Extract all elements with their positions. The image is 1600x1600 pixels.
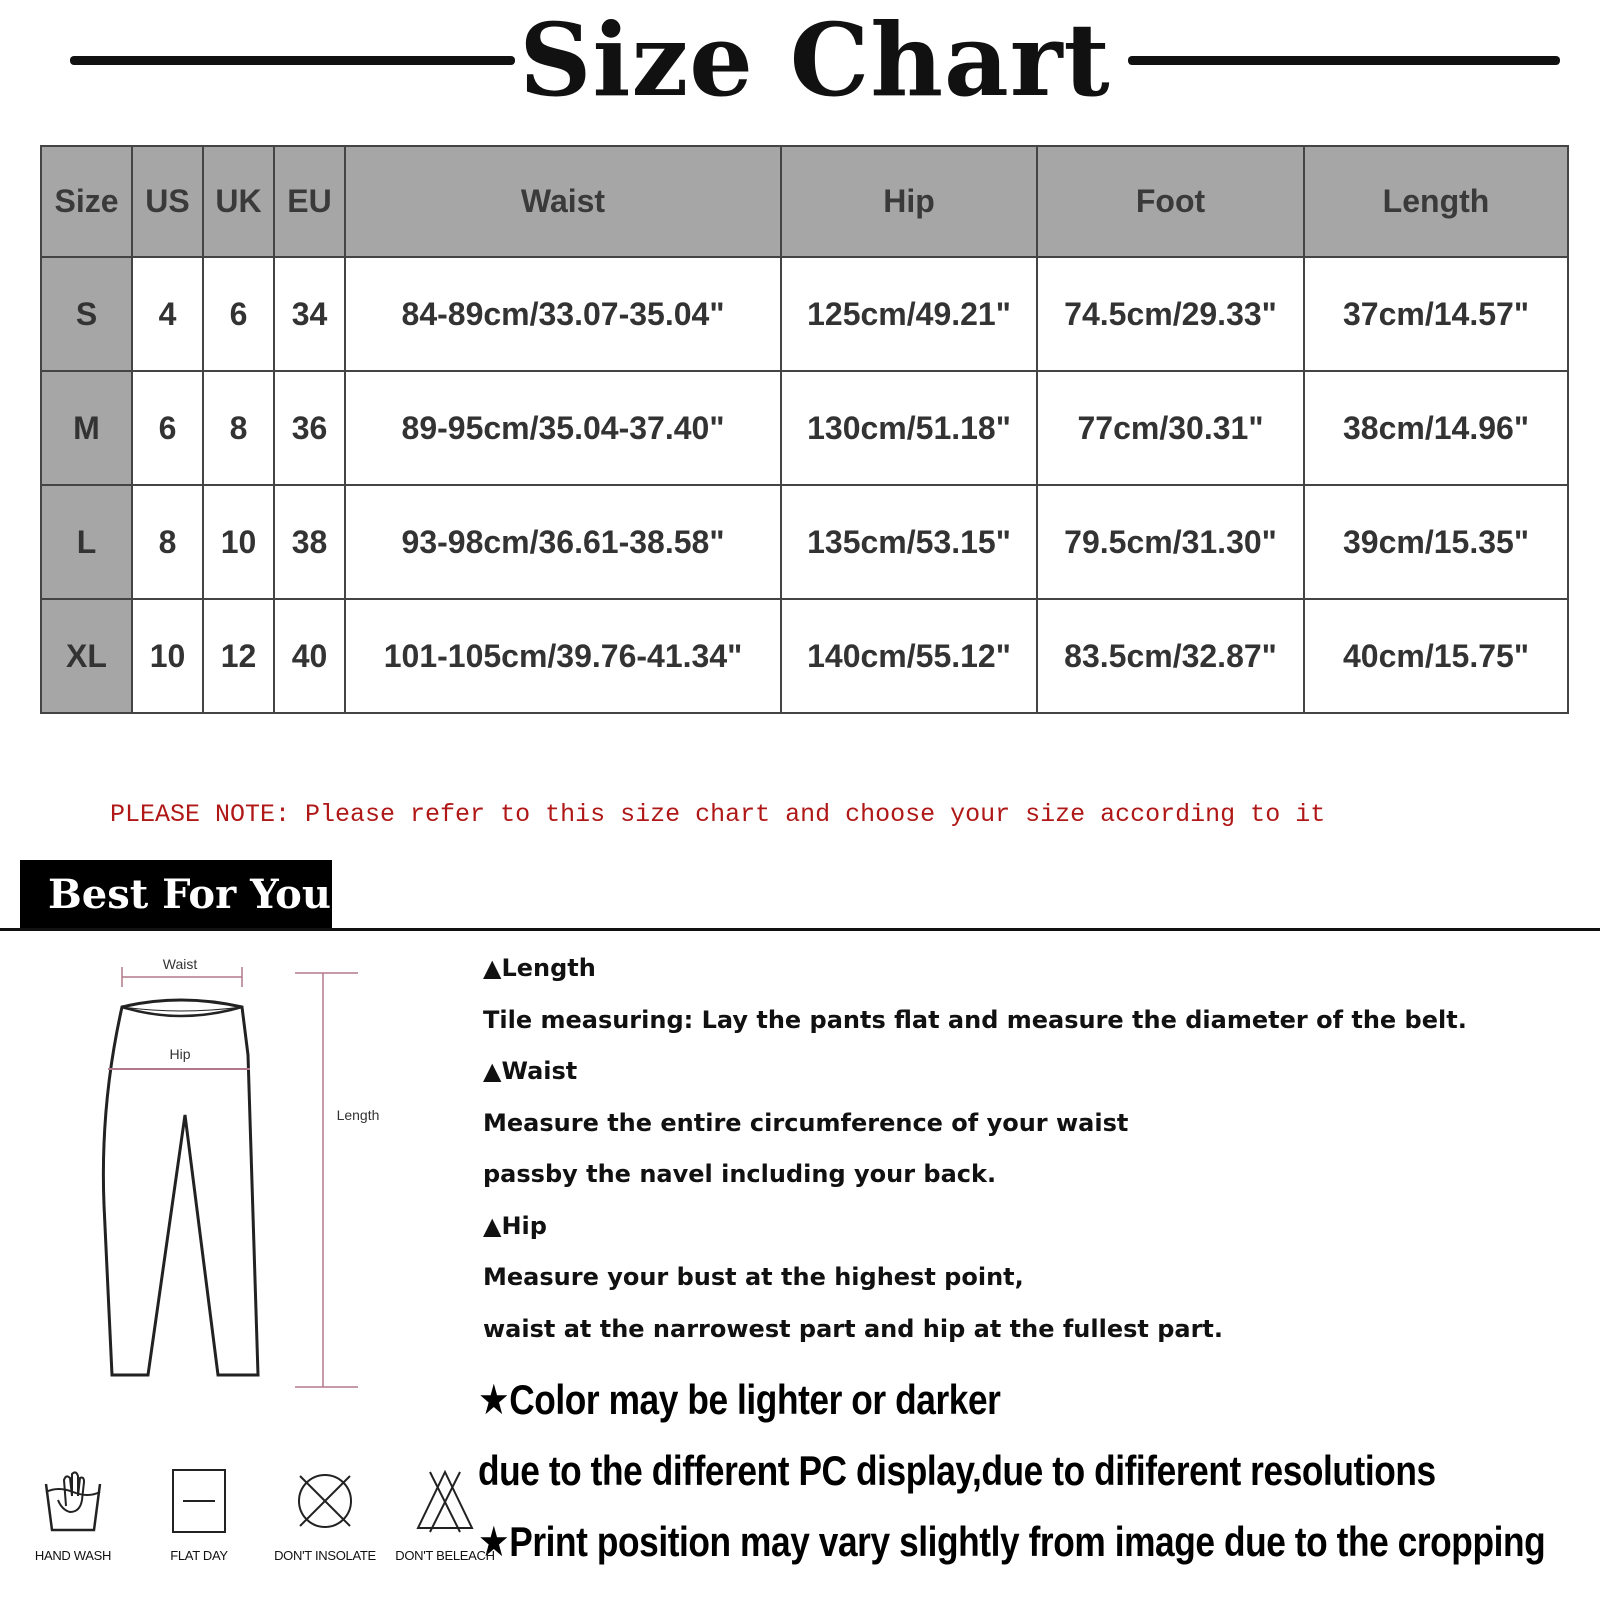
size-cell: S xyxy=(41,257,132,371)
table-cell: 140cm/55.12" xyxy=(781,599,1037,713)
instruction-line: passby the navel including your back. xyxy=(483,1160,997,1188)
dont-bleach-icon xyxy=(410,1466,480,1536)
table-cell: 84-89cm/33.07-35.04" xyxy=(345,257,781,371)
table-cell: 4 xyxy=(132,257,203,371)
instruction-line: ▲Length xyxy=(483,954,596,982)
table-cell: 101-105cm/39.76-41.34" xyxy=(345,599,781,713)
section-divider xyxy=(0,928,1600,931)
table-cell: 83.5cm/32.87" xyxy=(1037,599,1304,713)
measurement-instructions xyxy=(483,948,1583,1360)
disclaimer-line: ★Print position may vary slightly from image due to the cropping xyxy=(478,1518,1546,1565)
dont-tumble-dry-icon xyxy=(290,1466,360,1536)
disclaimer-line: ★Color may be lighter or darker xyxy=(478,1376,1001,1423)
instruction-line: Measure your bust at the highest point, xyxy=(483,1263,1024,1291)
instruction-line: ▲Hip xyxy=(483,1211,547,1240)
instruction-line: Measure the entire circumference of your waist xyxy=(483,1108,1129,1137)
column-header: Length xyxy=(1304,146,1568,257)
table-cell: 12 xyxy=(203,599,274,713)
size-cell: M xyxy=(41,371,132,485)
table-cell: 37cm/14.57" xyxy=(1304,257,1568,371)
care-item-hand-wash xyxy=(18,1466,128,1563)
page-title: Size Chart xyxy=(519,1,1111,119)
care-label: DON'T BELEACH xyxy=(395,1548,495,1563)
table-row xyxy=(41,371,1568,485)
hip-label: Hip xyxy=(169,1046,191,1062)
table-cell: 8 xyxy=(132,485,203,599)
disclaimer-block xyxy=(478,1370,1588,1583)
column-header: UK xyxy=(203,146,274,257)
table-cell: 10 xyxy=(132,599,203,713)
hand-wash-icon xyxy=(38,1466,108,1536)
size-cell: XL xyxy=(41,599,132,713)
table-cell: 74.5cm/29.33" xyxy=(1037,257,1304,371)
table-cell: 6 xyxy=(132,371,203,485)
table-cell: 34 xyxy=(274,257,345,371)
column-header: Size xyxy=(41,146,132,257)
table-cell: 40 xyxy=(274,599,345,713)
table-row xyxy=(41,257,1568,371)
column-header: Foot xyxy=(1037,146,1304,257)
title-rule-right xyxy=(1128,56,1560,65)
table-cell: 8 xyxy=(203,371,274,485)
table-row xyxy=(41,599,1568,713)
size-cell: L xyxy=(41,485,132,599)
care-label: HAND WASH xyxy=(34,1548,112,1563)
table-cell: 93-98cm/36.61-38.58" xyxy=(345,485,781,599)
column-header: EU xyxy=(274,146,345,257)
care-item-flat-dry xyxy=(144,1466,254,1563)
size-table xyxy=(40,145,1569,714)
header xyxy=(0,0,1600,120)
column-header: Hip xyxy=(781,146,1037,257)
care-item-dont-insolate xyxy=(270,1466,380,1563)
section-title: Best For You xyxy=(20,860,332,930)
table-cell: 39cm/15.35" xyxy=(1304,485,1568,599)
disclaimer-line: due to the different PC display,due to dififerent resolutions xyxy=(478,1447,1436,1494)
care-instructions xyxy=(18,1466,495,1576)
instruction-line: ▲Waist xyxy=(483,1057,578,1085)
table-cell: 125cm/49.21" xyxy=(781,257,1037,371)
care-label: DON'T INSOLATE xyxy=(274,1548,376,1563)
column-header: US xyxy=(132,146,203,257)
table-cell: 135cm/53.15" xyxy=(781,485,1037,599)
table-cell: 77cm/30.31" xyxy=(1037,371,1304,485)
column-header: Waist xyxy=(345,146,781,257)
waist-label: Waist xyxy=(162,956,198,972)
care-label: FLAT DAY xyxy=(170,1548,228,1563)
size-note: PLEASE NOTE: Please refer to this size chart and choose your size according to it xyxy=(110,800,1326,829)
table-header-row xyxy=(41,146,1568,257)
flat-dry-icon xyxy=(164,1466,234,1536)
table-cell: 38 xyxy=(274,485,345,599)
table-cell: 89-95cm/35.04-37.40" xyxy=(345,371,781,485)
table-cell: 10 xyxy=(203,485,274,599)
instruction-line: Tile measuring: Lay the pants flat and measure the diameter of the belt. xyxy=(483,1005,1467,1034)
length-label: Length xyxy=(336,1107,380,1123)
table-cell: 36 xyxy=(274,371,345,485)
table-row xyxy=(41,485,1568,599)
instruction-line: waist at the narrowest part and hip at the fullest part. xyxy=(483,1314,1224,1343)
table-cell: 6 xyxy=(203,257,274,371)
table-cell: 79.5cm/31.30" xyxy=(1037,485,1304,599)
care-item-dont-bleach xyxy=(390,1466,500,1563)
table-cell: 130cm/51.18" xyxy=(781,371,1037,485)
title-rule-left xyxy=(70,56,515,65)
table-cell: 40cm/15.75" xyxy=(1304,599,1568,713)
table-cell: 38cm/14.96" xyxy=(1304,371,1568,485)
pants-measurement-diagram xyxy=(90,955,410,1425)
